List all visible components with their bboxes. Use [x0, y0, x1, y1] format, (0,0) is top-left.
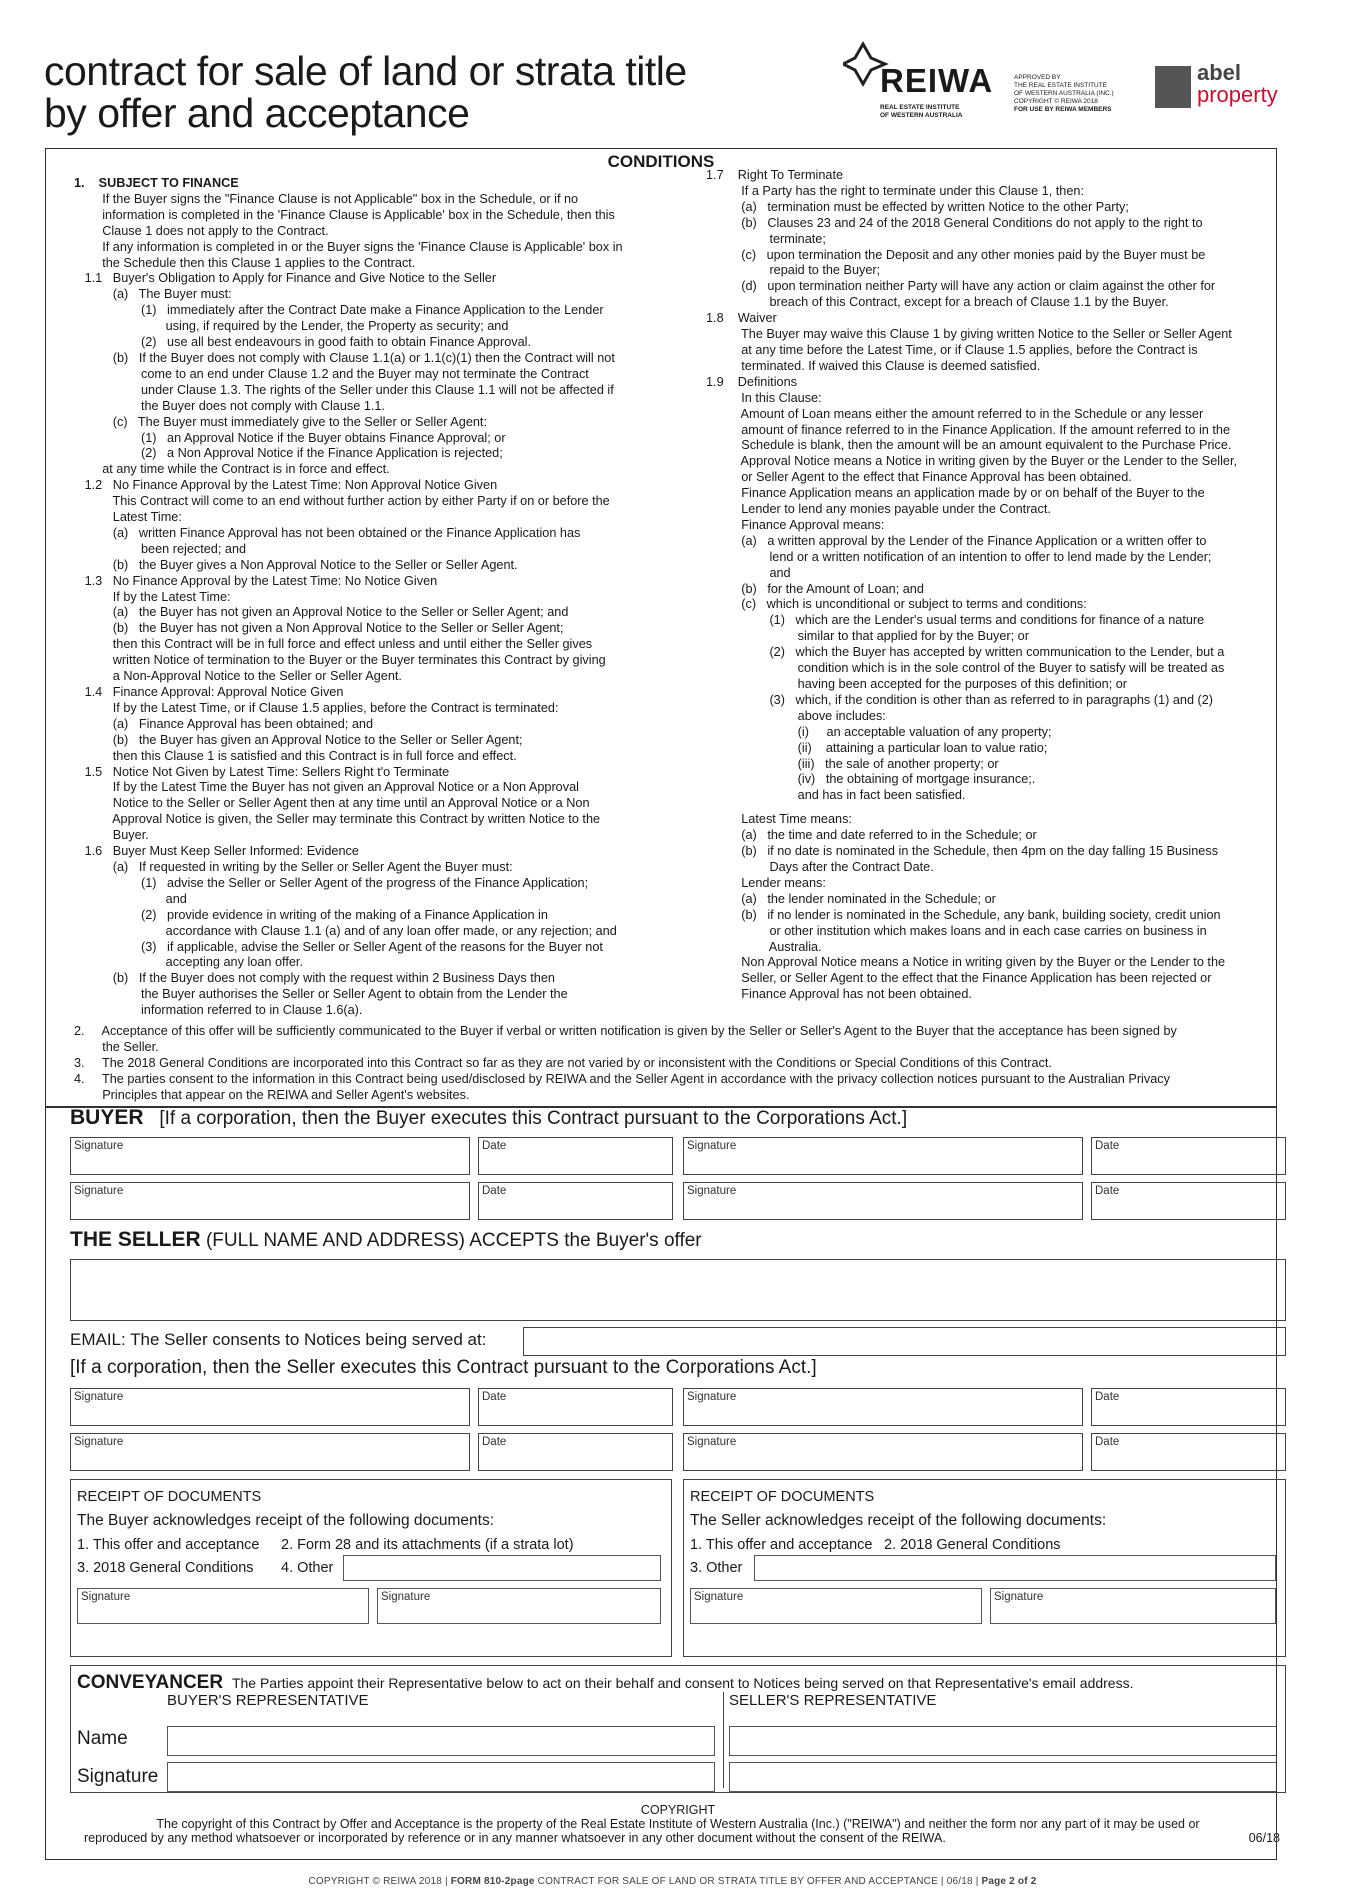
clause-line: then this Clause 1 is satisfied and this Contract is in full force and effect. [74, 748, 517, 763]
clause-line: (b) If the Buyer does not comply with the request within 2 Business Days then [74, 971, 555, 986]
clause-line: Notice to the Seller or Seller Agent then at any time until an Approval Notice or a Non [74, 796, 590, 811]
clause-line: 3. The 2018 General Conditions are incorporated into this Contract so far as they are not varied by or inconsistent with the Conditions or Special Conditions of this Contract. [74, 1055, 1052, 1070]
clause-line: If by the Latest Time: [74, 589, 231, 604]
seller-receipt-item-3: 3. Other [690, 1560, 743, 1576]
clause-line: written Notice of termination to the Buyer or the Buyer terminates this Contract by giving [74, 653, 606, 668]
clause-line [706, 804, 1271, 812]
copyright-title: COPYRIGHT [640, 1803, 716, 1817]
clause-line: Finance Approval means: [706, 517, 885, 532]
buyer-signature-2[interactable] [683, 1137, 1083, 1175]
clause-line: the Buyer authorises the Seller or Seller Agent to obtain from the Lender the [74, 987, 568, 1002]
clause-line: or other institution which makes loans and in each case carries on business in [706, 923, 1207, 938]
seller-receipt-line: The Seller acknowledges receipt of the following documents: [690, 1512, 1107, 1529]
clause-line: Seller, or Seller Agent to the effect that the Finance Application has been rejected or [706, 971, 1212, 986]
page-footer [0, 1876, 1345, 1887]
seller-receipt-signature-2[interactable] [990, 1588, 1276, 1624]
field-label: Signature [381, 1591, 431, 1603]
field-label: Signature [81, 1591, 131, 1603]
buyer-receipt-item-1: 1. This offer and acceptance [77, 1537, 260, 1553]
seller-date-4[interactable] [1091, 1433, 1286, 1471]
clause-line: condition which is in the sole control of the Buyer to satisfy will be treated as [706, 661, 1225, 676]
seller-representative-label: SELLER'S REPRESENTATIVE [729, 1692, 937, 1709]
buyer-receipt-line: The Buyer acknowledges receipt of the following documents: [77, 1512, 495, 1529]
field-label: Date [1095, 1436, 1120, 1448]
seller-corp-note: [If a corporation, then the Seller executes this Contract pursuant to the Corporations Act.] [70, 1357, 817, 1378]
seller-receipt-signature-1[interactable] [690, 1588, 982, 1624]
clause-line: terminated. If waived this Clause is deemed satisfied. [706, 358, 1041, 373]
clause-line: repaid to the Buyer; [706, 263, 881, 278]
title-line-2: by offer and acceptance [44, 90, 470, 136]
clause-line: (1) advise the Seller or Seller Agent of the progress of the Finance Application; [74, 875, 589, 890]
field-label: Date [482, 1391, 507, 1403]
page-title [44, 50, 687, 134]
clause-line: Lender to lend any monies payable under the Contract. [706, 502, 1051, 517]
clause-line: 1.9 Definitions [706, 374, 797, 389]
clause-line: In this Clause: [706, 390, 822, 405]
conveyancer-heading [77, 1672, 1133, 1694]
clause-line: (1) an Approval Notice if the Buyer obtains Finance Approval; or [74, 430, 506, 445]
seller-date-2[interactable] [1091, 1388, 1286, 1426]
clause-line: (b) the Buyer has not given a Non Approval Notice to the Seller or Seller Agent; [74, 621, 564, 636]
clause-line: breach of this Contract, except for a breach of Clause 1.1 by the Buyer. [706, 295, 1169, 310]
buyer-date-4[interactable] [1091, 1182, 1286, 1220]
field-label: Date [482, 1140, 507, 1152]
clause-line: (c) upon termination the Deposit and any other monies paid by the Buyer must be [706, 247, 1206, 262]
clause-line: (1) immediately after the Contract Date make a Finance Application to the Lender [74, 303, 604, 318]
clause-line: above includes: [706, 708, 886, 723]
clause-line: If any information is completed in or the Buyer signs the 'Finance Clause is Applicable' box in [74, 239, 623, 254]
seller-email-field[interactable] [523, 1327, 1286, 1356]
clause-line: (3) if applicable, advise the Seller or Seller Agent of the reasons for the Buyer not [74, 939, 603, 954]
clause-line: (b) if no lender is nominated in the Schedule, any bank, building society, credit union [706, 907, 1221, 922]
conveyancer-panel [70, 1665, 1286, 1793]
buyer-signature-4[interactable] [683, 1182, 1083, 1220]
clause-line: Non Approval Notice means a Notice in writing given by the Buyer or the Lender to the [706, 955, 1226, 970]
footer-copyright: COPYRIGHT © REIWA 2018 | [308, 1876, 451, 1887]
buyer-receipt-item-3: 3. 2018 General Conditions [77, 1560, 254, 1576]
buyer-representative-signature-field[interactable] [167, 1762, 715, 1792]
name-label: Name [77, 1728, 128, 1749]
clause-line: (a) the time and date referred to in the Schedule; or [706, 828, 1037, 843]
clause-line: If a Party has the right to terminate under this Clause 1, then: [706, 183, 1084, 198]
seller-date-3[interactable] [478, 1433, 673, 1471]
clause-line: been rejected; and [74, 541, 247, 556]
field-label: Signature [74, 1140, 124, 1152]
clause-line: or Seller Agent to the effect that Finance Approval has been obtained. [706, 470, 1132, 485]
field-label: Signature [74, 1185, 124, 1197]
clause-line: a Non-Approval Notice to the Seller or Seller Agent. [74, 669, 402, 684]
clause-line: Approval Notice means a Notice in writing given by the Buyer or the Lender to the Seller, [706, 454, 1238, 469]
clause-line: (c) which is unconditional or subject to terms and conditions: [706, 597, 1087, 612]
clause-line: at any time while the Contract is in force and effect. [74, 462, 390, 477]
buyer-receipt-item-4: 4. Other [281, 1560, 334, 1576]
clause-line: Australia. [706, 939, 822, 954]
clause-line: and has in fact been satisfied. [706, 788, 966, 803]
clause-line: 1.1 Buyer's Obligation to Apply for Finance and Give Notice to the Seller [74, 271, 497, 286]
clause-line: (a) written Finance Approval has not been obtained or the Finance Application has [74, 525, 581, 540]
clause-line: (2) which the Buyer has accepted by written communication to the Lender, but a [706, 645, 1225, 660]
clause-line: (a) If requested in writing by the Seller or Seller Agent the Buyer must: [74, 859, 513, 874]
clause-line: Latest Time: [74, 510, 182, 525]
buyer-representative-name-field[interactable] [167, 1726, 715, 1756]
clause-line: Approval Notice is given, the Seller may terminate this Contract by written Notice to the [74, 812, 601, 827]
seller-date-1[interactable] [478, 1388, 673, 1426]
title-line-1: contract for sale of land or strata title [44, 48, 687, 94]
clause-line: and [706, 565, 791, 580]
seller-receipt-other-field[interactable] [754, 1555, 1276, 1581]
buyer-date-1[interactable] [478, 1137, 673, 1175]
reiwa-subtitle [880, 104, 962, 120]
clause-line: (a) the Buyer has not given an Approval Notice to the Seller or Seller Agent; and [74, 605, 569, 620]
clause-line: then this Contract will be in full force and effect unless and until either the Seller gives [74, 637, 593, 652]
field-label: Signature [74, 1391, 124, 1403]
buyer-representative-label: BUYER'S REPRESENTATIVE [167, 1692, 369, 1709]
conveyancer-label: CONVEYANCER [77, 1672, 224, 1693]
seller-representative-name-field[interactable] [729, 1726, 1277, 1756]
clause-line: terminate; [706, 231, 826, 246]
clause-line: information is completed in the 'Finance Clause is Applicable' box in the Schedule, then this [74, 207, 615, 222]
buyer-label: BUYER [70, 1106, 144, 1129]
field-label: Date [482, 1436, 507, 1448]
conditions-panel [45, 148, 1277, 1107]
clause-line: (a) termination must be effected by written Notice to the other Party; [706, 199, 1129, 214]
clause-line: 1.3 No Finance Approval by the Latest Time: No Notice Given [74, 573, 438, 588]
signature-label: Signature [77, 1766, 159, 1787]
clause-line: If by the Latest Time the Buyer has not given an Approval Notice or a Non Approval [74, 780, 579, 795]
field-label: Date [1095, 1185, 1120, 1197]
seller-representative-signature-field[interactable] [729, 1762, 1277, 1792]
clause-line: (1) which are the Lender's usual terms and conditions for finance of a nature [706, 613, 1205, 628]
clause-line: If the Buyer signs the "Finance Clause is not Applicable" box in the Schedule, or if no [74, 191, 579, 206]
reiwa-sub-line-1: REAL ESTATE INSTITUTE [880, 104, 960, 111]
reiwa-logo-text: REIWA [880, 62, 994, 99]
clause-line: Clause 1 does not apply to the Contract. [74, 223, 329, 238]
footer-form-number: FORM 810-2page [450, 1876, 535, 1887]
approval-line: THE REAL ESTATE INSTITUTE [1014, 82, 1108, 89]
clause-line: (a) The Buyer must: [74, 287, 232, 302]
seller-signature-4[interactable] [683, 1433, 1083, 1471]
clause-line: Latest Time means: [706, 812, 852, 827]
clause-line: The Buyer may waive this Clause 1 by giving written Notice to the Seller or Seller Agent [706, 327, 1232, 342]
clause-line: Lender means: [706, 875, 826, 890]
buyer-signature-1[interactable] [70, 1137, 470, 1175]
clause-line: 1.2 No Finance Approval by the Latest Time: Non Approval Notice Given [74, 478, 498, 493]
clause-line: (3) which, if the condition is other than as referred to in paragraphs (1) and (2) [706, 692, 1214, 707]
clause-line: 1.5 Notice Not Given by Latest Time: Sellers Right t'o Terminate [74, 764, 450, 779]
copyright-block [70, 1803, 1286, 1845]
buyer-receipt-item-2: 2. Form 28 and its attachments (if a strata lot) [281, 1537, 574, 1553]
abel-logo-word: abel [1197, 60, 1242, 85]
seller-receipt-item-1: 1. This offer and acceptance [690, 1537, 873, 1553]
general-clauses [74, 1024, 1274, 1104]
seller-signature-3[interactable] [70, 1433, 470, 1471]
clause-line: similar to that applied for by the Buyer; or [706, 629, 1029, 644]
buyer-note: [If a corporation, then the Buyer executes this Contract pursuant to the Corporations Act.] [159, 1108, 908, 1129]
field-label: Signature [687, 1185, 737, 1197]
buyer-signature-3[interactable] [70, 1182, 470, 1220]
footer-page-number: Page 2 of 2 [981, 1876, 1037, 1887]
clause-line: having been accepted for the purposes of this definition; or [706, 677, 1128, 691]
clause-line: 1.4 Finance Approval: Approval Notice Given [74, 685, 344, 699]
buyer-date-2[interactable] [1091, 1137, 1286, 1175]
footer-title: CONTRACT FOR SALE OF LAND OR STRATA TITLE BY OFFER AND ACCEPTANCE | 06/18 | [534, 1876, 982, 1887]
clause-line: (2) use all best endeavours in good faith to obtain Finance Approval. [74, 335, 532, 350]
clause-line: (i) an acceptable valuation of any property; [706, 724, 1052, 739]
clause-line: 2. Acceptance of this offer will be sufficiently communicated to the Buyer if verbal or written notification is given by the Seller or Seller's Agent to the Buyer that the acceptance has been signed by [74, 1024, 1177, 1038]
clause-line: (iv) the obtaining of mortgage insurance;. [706, 772, 1036, 787]
clause-line: Amount of Loan means either the amount referred to in the Schedule or any lesser [706, 406, 1204, 421]
conveyancer-text: The Parties appoint their Representative below to act on their behalf and consent to Notices being served on that Representative's email address. [231, 1675, 1134, 1691]
buyer-receipt-panel [70, 1479, 672, 1657]
clause-line: 1. SUBJECT TO FINANCE [74, 176, 239, 190]
clause-line: (iii) the sale of another property; or [706, 756, 999, 771]
approval-line: FOR USE BY REIWA MEMBERS [1014, 106, 1112, 113]
buyer-heading [70, 1106, 907, 1130]
copyright-line-1: The copyright of this Contract by Offer and Acceptance is the property of the Real Estate Institute of Western Australia (Inc.) ("REIWA") and neither the form nor any part of it may be used or [156, 1817, 1200, 1831]
clause-line: Finance Approval has not been obtained. [706, 987, 972, 1002]
clause-line: accepting any loan offer. [74, 955, 303, 970]
field-label: Signature [687, 1391, 737, 1403]
field-label: Signature [687, 1140, 737, 1152]
buyer-receipt-signature-1[interactable] [77, 1588, 369, 1624]
clause-line: the Seller. [74, 1039, 159, 1054]
clause-line: (b) Clauses 23 and 24 of the 2018 General Conditions do not apply to the right to [706, 215, 1203, 230]
seller-name-address-field[interactable] [70, 1259, 1286, 1321]
clause-line: (b) If the Buyer does not comply with Clause 1.1(a) or 1.1(c)(1) then the Contract will not [74, 350, 615, 365]
clause-line: (c) The Buyer must immediately give to the Seller or Seller Agent: [74, 414, 487, 429]
approval-block [1014, 74, 1134, 114]
approval-line: COPYRIGHT © REIWA 2018 [1014, 98, 1098, 105]
seller-signature-2[interactable] [683, 1388, 1083, 1426]
clause-line: (d) upon termination neither Party will have any action or claim against the other for [706, 279, 1216, 294]
clause-line: (b) for the Amount of Loan; and [706, 581, 924, 596]
reiwa-sub-line-2: OF WESTERN AUSTRALIA [880, 112, 963, 119]
abel-logo-word: property [1197, 82, 1278, 107]
clause-line: (b) the Buyer has given an Approval Notice to the Seller or Seller Agent; [74, 732, 523, 747]
field-label: Date [482, 1185, 507, 1197]
seller-receipt-item-2: 2. 2018 General Conditions [884, 1537, 1061, 1553]
clause-line: (2) a Non Approval Notice if the Finance Application is rejected; [74, 446, 503, 461]
left-column [74, 176, 714, 1019]
clause-line: 1.7 Right To Terminate [706, 168, 844, 182]
buyer-date-3[interactable] [478, 1182, 673, 1220]
buyer-receipt-signature-2[interactable] [377, 1588, 661, 1624]
clause-line: Buyer. [74, 828, 149, 843]
clause-line: information referred to in Clause 1.6(a). [74, 1003, 363, 1018]
clause-line: (b) if no date is nominated in the Schedule, then 4pm on the day falling 15 Business [706, 844, 1219, 859]
abel-logo-mark [1155, 66, 1191, 108]
conditions-heading: CONDITIONS [607, 152, 715, 171]
form-version: 06/18 [1248, 1831, 1280, 1845]
seller-signature-1[interactable] [70, 1388, 470, 1426]
clause-line: 1.8 Waiver [706, 311, 777, 326]
clause-line: If by the Latest Time, or if Clause 1.5 applies, before the Contract is terminated: [74, 700, 559, 715]
approval-line: OF WESTERN AUSTRALIA (INC.) [1014, 90, 1114, 97]
seller-heading [70, 1228, 702, 1252]
clause-line: Schedule is blank, then the amount will be an amount equivalent to the Purchase Price. [706, 438, 1232, 453]
clause-line: Principles that appear on the REIWA and Seller Agent's websites. [74, 1087, 470, 1102]
clause-line: (a) Finance Approval has been obtained; and [74, 716, 374, 731]
field-label: Signature [74, 1436, 124, 1448]
seller-receipt-panel [683, 1479, 1286, 1657]
conveyancer-divider [723, 1692, 724, 1788]
clause-line: under Clause 1.3. The rights of the Seller under this Clause 1.1 will not be affected if [74, 382, 614, 397]
clause-line: 1.6 Buyer Must Keep Seller Informed: Evidence [74, 844, 359, 859]
field-label: Date [1095, 1140, 1120, 1152]
clause-line: come to an end under Clause 1.2 and the Buyer may not terminate the Contract [74, 366, 589, 381]
clause-line: the Buyer does not comply with Clause 1.1. [74, 398, 385, 413]
right-column [706, 168, 1271, 1003]
field-label: Signature [694, 1591, 744, 1603]
clause-line: Finance Application means an application made by or on behalf of the Buyer to the [706, 486, 1205, 501]
clause-line: (a) a written approval by the Lender of the Finance Application or a written offer to [706, 533, 1207, 548]
clause-line: lend or a written notification of an intention to offer to lend made by the Lender; [706, 549, 1212, 564]
clause-line: 4. The parties consent to the information in this Contract being used/disclosed by REIWA and the Seller Agent in accordance with the privacy collection notices pursuant to the Australian Privacy [74, 1071, 1170, 1086]
buyer-receipt-heading: RECEIPT OF DOCUMENTS [77, 1489, 262, 1505]
copyright-line-2: reproduced by any method whatsoever or incorporated by reference or in any manner whatsoever in any other document without the consent of the REIWA. [84, 1831, 946, 1845]
clause-line: accordance with Clause 1.1 (a) and of any loan offer made, or any rejection; and [74, 923, 617, 938]
approval-line: APPROVED BY [1014, 74, 1061, 81]
clause-line: amount of finance referred to in the Finance Application. If the amount referred to in the [706, 422, 1231, 437]
clause-line: This Contract will come to an end without further action by either Party if on or before the [74, 494, 610, 509]
clause-line: at any time before the Latest Time, or if Clause 1.5 applies, before the Contract is [706, 342, 1198, 357]
clause-line: (a) the lender nominated in the Schedule; or [706, 891, 996, 906]
seller-receipt-heading: RECEIPT OF DOCUMENTS [690, 1489, 875, 1505]
seller-label: THE SELLER [70, 1228, 201, 1251]
seller-email-label: EMAIL: The Seller consents to Notices being served at: [70, 1330, 487, 1349]
field-label: Date [1095, 1391, 1120, 1403]
field-label: Signature [687, 1436, 737, 1448]
buyer-receipt-other-field[interactable] [343, 1555, 661, 1581]
seller-note: (FULL NAME AND ADDRESS) ACCEPTS the Buyer's offer [205, 1230, 702, 1251]
clause-line: Days after the Contract Date. [706, 859, 934, 874]
clause-line: (ii) attaining a particular loan to value ratio; [706, 740, 1048, 755]
clause-line: (b) the Buyer gives a Non Approval Notice to the Seller or Seller Agent. [74, 557, 518, 572]
clause-line: and [74, 891, 187, 906]
abel-property-logo [1155, 62, 1285, 108]
clause-line: using, if required by the Lender, the Property as security; and [74, 319, 509, 334]
clause-line: the Schedule then this Clause 1 applies to the Contract. [74, 255, 416, 270]
field-label: Signature [994, 1591, 1044, 1603]
clause-line: (2) provide evidence in writing of the making of a Finance Application in [74, 907, 548, 922]
